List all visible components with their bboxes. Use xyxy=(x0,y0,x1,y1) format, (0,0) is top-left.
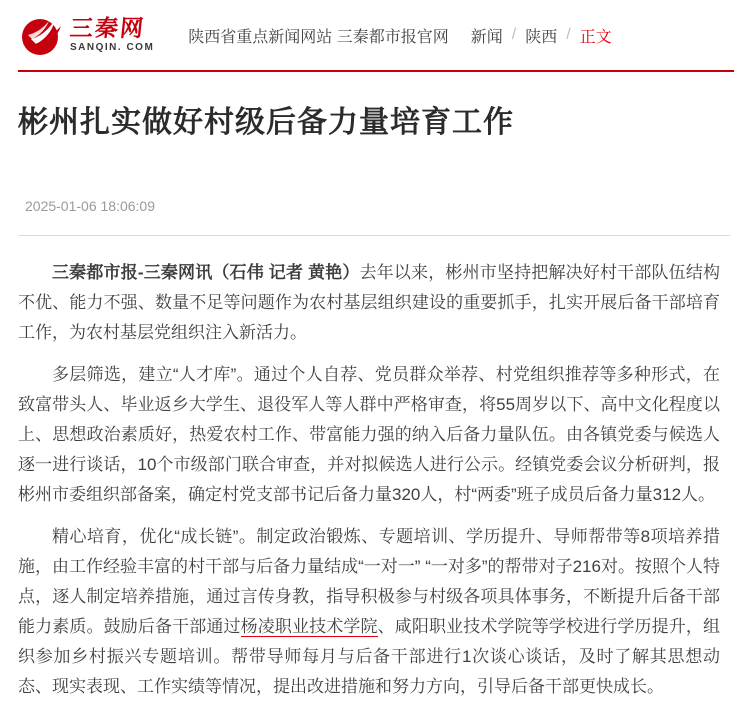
article-paragraph xyxy=(18,522,720,702)
site-tagline: 陕西省重点新闻网站 三秦都市报官网 xyxy=(188,28,449,46)
site-header xyxy=(0,0,734,70)
breadcrumb-item-news[interactable]: 新闻 xyxy=(470,28,503,46)
site-logo-cn: 三秦网 xyxy=(68,15,147,41)
breadcrumb-current: 正文 xyxy=(579,28,612,46)
header-divider xyxy=(18,70,734,72)
breadcrumb-item-shaanxi[interactable]: 陕西 xyxy=(525,28,558,46)
breadcrumb-separator: / xyxy=(511,26,517,43)
paragraph-text: 去年以来，彬州市坚持把解决好村干部队伍结构不优、能力不强、数量不足等问题作为农村基层组织建设的重要抓手，扎实开展后备干部培育工作，为农村基层党组织注入新活力。 xyxy=(18,263,721,342)
article-body xyxy=(18,258,720,702)
byline-lead: 三秦都市报-三秦网讯（石伟 记者 黄艳） xyxy=(52,263,360,282)
paragraph-text: 、咸阳职业技术学院等学校进行学历提升，组织参加乡村振兴专题培训。帮带导师每月与后备干部进行1次谈心谈话，及时了解其思想动态、现实表现、工作实绩等情况，提出改进措施和努力方向，引导后备干部更快成长。 xyxy=(18,617,720,696)
paragraph-text: 多层筛选，建立“人才库”。通过个人自荐、党员群众举荐、村党组织推荐等多种形式，在致富带头人、毕业返乡大学生、退役军人等人群中严格审查，将55周岁以下、高中文化程度以上、思想政治素质好，热爱农村工作、带富能力强的纳入后备力量队伍。由各镇党委与候选人逐一进行谈话，10个市级部门联合审查，并对拟候选人进行公示。经镇党委会议分析研判，报彬州市委组织部备案，确定村党支部书记后备力量320人，村“两委”班子成员后备力量312人。 xyxy=(18,365,720,504)
article-title: 彬州扎实做好村级后备力量培育工作 xyxy=(18,106,514,139)
site-logo-en: SANQIN. COM xyxy=(70,42,155,53)
inline-link-yangling-college[interactable]: 杨凌职业技术学院 xyxy=(240,617,378,636)
paragraph-text: 精心培育，优化“成长链”。制定政治锻炼、专题培训、学历提升、导师帮带等8项培养措施，由工作经验丰富的村干部与后备力量结成“一对一” “一对多”的帮带对子216对。按照个人特点，逐人制定培养措施，通过言传身教，指导积极参与村级各项具体事务，不断提升后备干部能力素质。鼓励后备干部通过 xyxy=(18,527,720,636)
date-divider xyxy=(18,235,730,236)
article-paragraph xyxy=(18,258,720,348)
sanqin-logo-icon xyxy=(20,12,66,58)
breadcrumb-separator: / xyxy=(566,26,571,43)
site-logo-text xyxy=(70,17,154,53)
article-paragraph xyxy=(18,360,720,510)
publish-date: 2025-01-06 18:06:09 xyxy=(25,198,155,214)
site-logo[interactable] xyxy=(20,12,154,58)
breadcrumb xyxy=(471,24,612,47)
